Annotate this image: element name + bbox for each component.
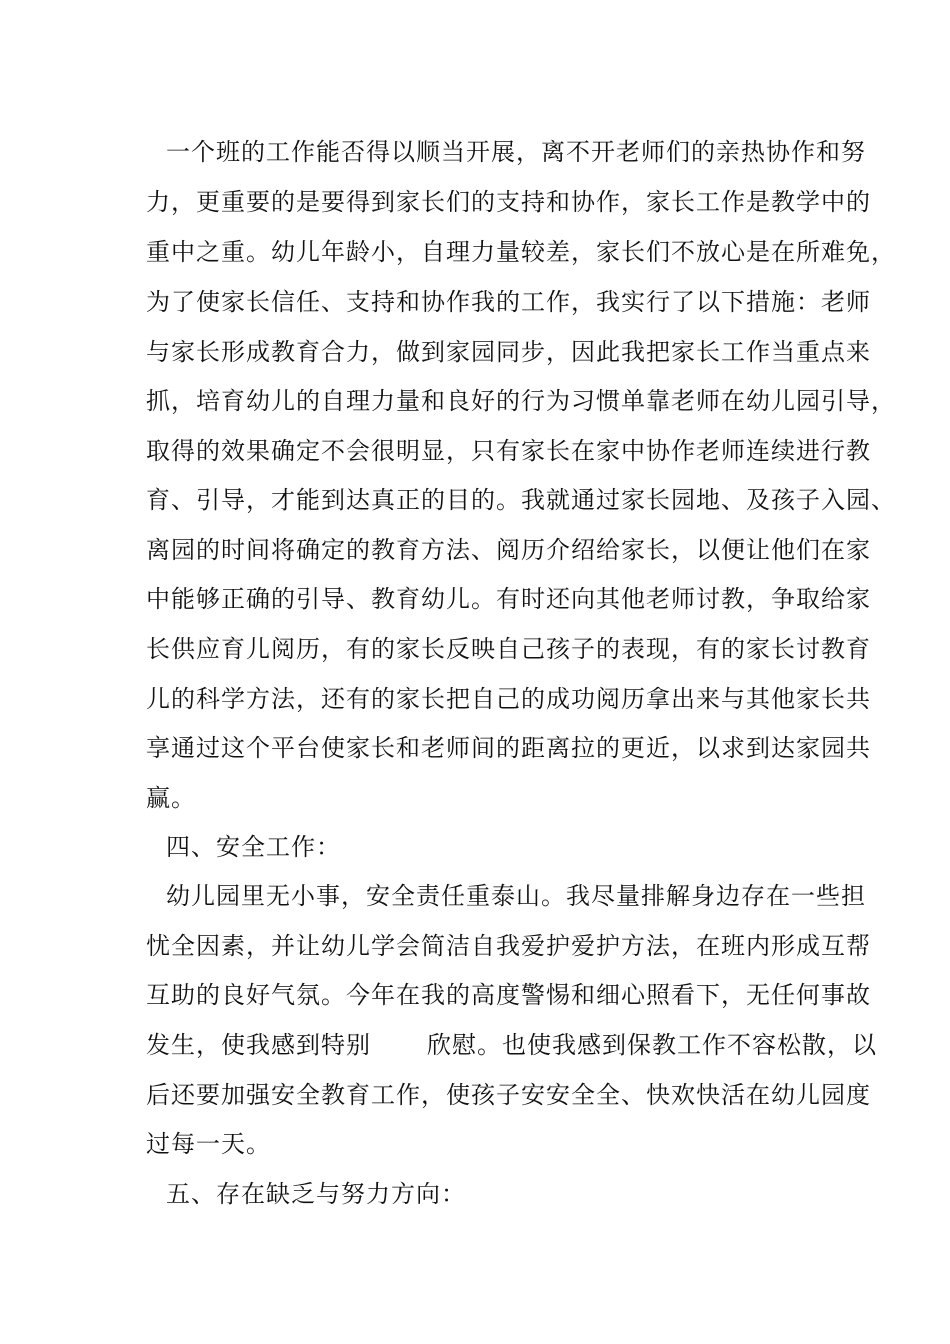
text-line: 取得的效果确定不会很明显，只有家长在家中协作老师连续进行教 bbox=[146, 437, 871, 465]
text-segment: 欣慰。也使我感到保教工作不容松散，以 bbox=[427, 1031, 877, 1059]
text-line bbox=[146, 1030, 877, 1060]
text-line: 育、引导，才能到达真正的目的。我就通过家长园地、及孩子入园、 bbox=[146, 486, 896, 514]
text-line: 享通过这个平台使家长和老师间的距离拉的更近，以求到达家园共 bbox=[146, 734, 871, 762]
text-line: 互助的良好气氛。今年在我的高度警惕和细心照看下，无任何事故 bbox=[146, 981, 871, 1009]
text-line: 忧全因素，并让幼儿学会简洁自我爱护爱护方法，在班内形成互帮 bbox=[146, 932, 871, 960]
text-segment: 发生，使我感到特别 bbox=[146, 1031, 371, 1059]
text-line: 抓，培育幼儿的自理力量和良好的行为习惯单靠老师在幼儿园引导， bbox=[146, 387, 896, 415]
section-heading: 四、安全工作： bbox=[166, 833, 341, 861]
text-line: 一个班的工作能否得以顺当开展，离不开老师们的亲热协作和努 bbox=[166, 138, 866, 166]
text-line: 长供应育儿阅历，有的家长反映自己孩子的表现，有的家长讨教育 bbox=[146, 635, 871, 663]
text-line: 力，更重要的是要得到家长们的支持和协作，家长工作是教学中的 bbox=[146, 188, 871, 216]
text-line: 为了使家长信任、支持和协作我的工作，我实行了以下措施：老师 bbox=[146, 288, 871, 316]
text-line: 与家长形成教育合力，做到家园同步，因此我把家长工作当重点来 bbox=[146, 338, 871, 366]
text-line: 离园的时间将确定的教育方法、阅历介绍给家长，以便让他们在家 bbox=[146, 536, 871, 564]
text-line: 幼儿园里无小事，安全责任重泰山。我尽量排解身边存在一些担 bbox=[166, 882, 866, 910]
text-line: 中能够正确的引导、教育幼儿。有时还向其他老师讨教，争取给家 bbox=[146, 585, 871, 613]
section-heading: 五、存在缺乏与努力方向： bbox=[166, 1180, 466, 1208]
text-line: 赢。 bbox=[146, 784, 196, 812]
text-line: 后还要加强安全教育工作，使孩子安安全全、快欢快活在幼儿园度 bbox=[146, 1081, 871, 1109]
text-line: 过每一天。 bbox=[146, 1130, 271, 1158]
text-line: 重中之重。幼儿年龄小，自理力量较差，家长们不放心是在所难免， bbox=[146, 238, 896, 266]
text-line: 儿的科学方法，还有的家长把自己的成功阅历拿出来与其他家长共 bbox=[146, 685, 871, 713]
